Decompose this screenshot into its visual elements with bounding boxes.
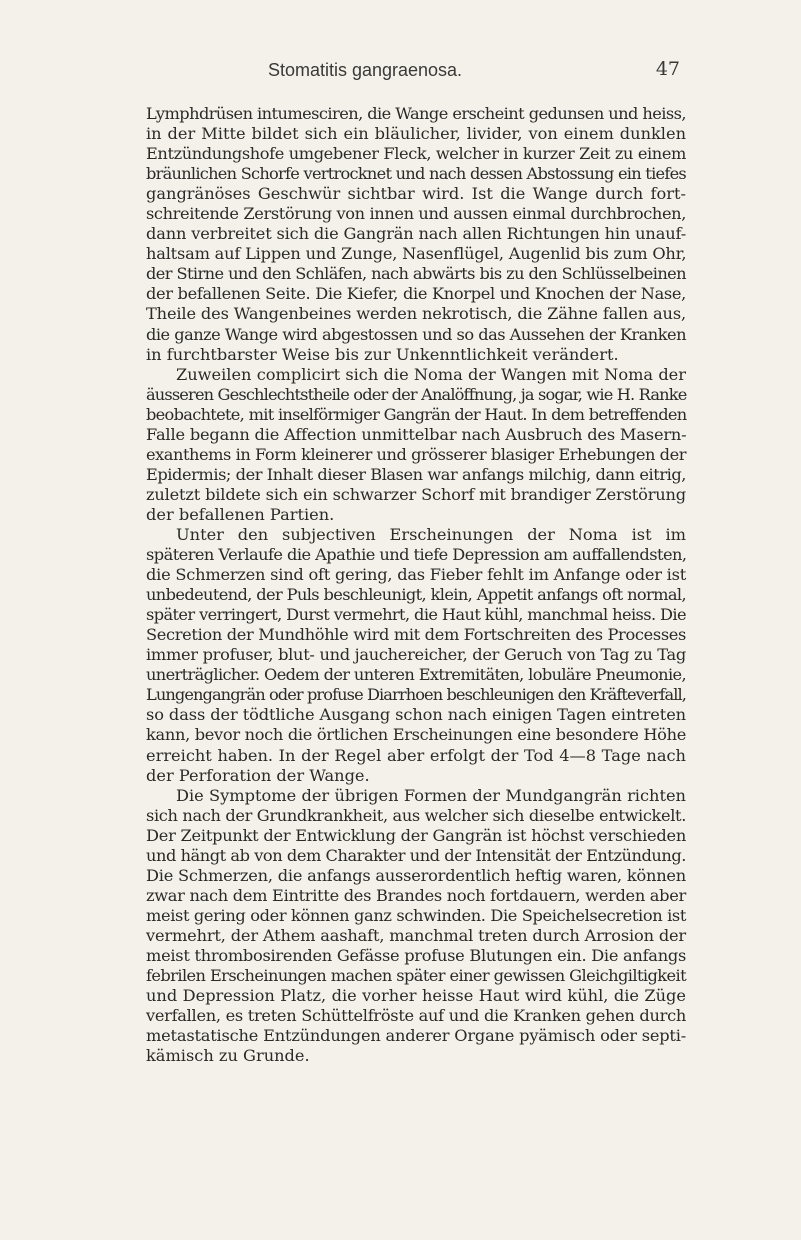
text-line: äusseren Geschlechtstheile oder der Analöffnung, ja sogar, wie H. Ranke <box>146 384 687 404</box>
text-line: Zuweilen complicirt sich die Noma der Wangen mit Noma der <box>176 364 686 384</box>
text-line: unerträglicher. Oedem der unteren Extremitäten, lobuläre Pneumonie, <box>146 665 686 685</box>
text-line: kann, bevor noch die örtlichen Erscheinungen eine besondere Höhe <box>146 725 686 745</box>
text-line: in der Mitte bildet sich ein bläulicher, livider, von einem dunklen <box>146 124 686 144</box>
body-text <box>146 104 686 1066</box>
text-line: späteren Verlaufe die Apathie und tiefe Depression am auffallendsten, <box>146 545 687 565</box>
text-line: der befallenen Seite. Die Kiefer, die Knorpel und Knochen der Nase, <box>146 284 686 304</box>
page-header <box>150 58 680 82</box>
text-line: Der Zeitpunkt der Entwicklung der Gangrän ist höchst verschieden <box>146 825 687 845</box>
text-line: meist thrombosirenden Gefässe profuse Blutungen ein. Die anfangs <box>146 945 686 965</box>
text-line: in furchtbarster Weise bis zur Unkenntlichkeit verändert. <box>146 344 619 364</box>
text-line: Falle begann die Affection unmittelbar nach Ausbruch des Masern- <box>146 424 687 444</box>
text-line: der Stirne und den Schläfen, nach abwärts bis zu den Schlüsselbeinen <box>146 264 686 284</box>
text-line: verfallen, es treten Schüttelfröste auf und die Kranken gehen durch <box>146 1006 686 1026</box>
paragraph <box>146 104 686 365</box>
text-line: die Schmerzen sind oft gering, das Fieber fehlt im Anfange oder ist <box>146 565 687 585</box>
paragraph <box>146 365 686 525</box>
running-title: Stomatitis gangraenosa. <box>267 60 463 80</box>
text-line: erreicht haben. In der Regel aber erfolgt der Tod 4—8 Tage nach <box>146 745 686 765</box>
text-line: Die Schmerzen, die anfangs ausserordentlich heftig waren, können <box>146 865 686 885</box>
text-line: die ganze Wange wird abgestossen und so das Aussehen der Kranken <box>146 324 686 344</box>
text-line: gangränöses Geschwür sichtbar wird. Ist die Wange durch fort- <box>146 184 686 204</box>
text-line: und Depression Platz, die vorher heisse Haut wird kühl, die Züge <box>146 986 686 1006</box>
text-line: beobachtete, mit inselförmiger Gangrän der Haut. In dem betreffenden <box>146 404 687 424</box>
text-line: Entzündungshofe umgebener Fleck, welcher in kurzer Zeit zu einem <box>146 144 686 164</box>
text-line: und hängt ab von dem Charakter und der Intensität der Entzündung. <box>146 845 686 865</box>
page-number: 47 <box>655 58 680 80</box>
paragraph <box>146 525 686 786</box>
text-line: exanthems in Form kleinerer und grösserer blasiger Erhebungen der <box>146 444 687 464</box>
text-line: Die Symptome der übrigen Formen der Mundgangrän richten <box>176 785 686 805</box>
text-line: Lungengangrän oder profuse Diarrhoen beschleunigen den Kräfteverfall, <box>146 685 686 705</box>
text-line: der Perforation der Wange. <box>146 765 370 785</box>
text-line: sich nach der Grundkrankheit, aus welcher sich dieselbe entwickelt. <box>146 805 687 825</box>
text-line: haltsam auf Lippen und Zunge, Nasenflügel, Augenlid bis zum Ohr, <box>146 244 687 264</box>
text-line: febrilen Erscheinungen machen später einer gewissen Gleichgiltigkeit <box>146 966 687 986</box>
text-line: zwar nach dem Eintritte des Brandes noch fortdauern, werden aber <box>146 885 686 905</box>
text-line: bräunlichen Schorfe vertrocknet und nach dessen Abstossung ein tiefes <box>146 164 686 184</box>
text-line: Theile des Wangenbeines werden nekrotisch, die Zähne fallen aus, <box>146 304 686 324</box>
text-line: vermehrt, der Athem aashaft, manchmal treten durch Arrosion der <box>146 925 687 945</box>
text-line: Secretion der Mundhöhle wird mit dem Fortschreiten des Processes <box>146 625 687 645</box>
paragraph <box>146 786 686 1067</box>
text-line: so dass der tödtliche Ausgang schon nach einigen Tagen eintreten <box>146 705 687 725</box>
text-line: zuletzt bildete sich ein schwarzer Schorf mit brandiger Zerstörung <box>146 484 687 504</box>
text-line: immer profuser, blut- und jauchereicher, der Geruch von Tag zu Tag <box>146 645 686 665</box>
text-line: dann verbreitet sich die Gangrän nach allen Richtungen hin unauf- <box>146 224 687 244</box>
text-line: später verringert, Durst vermehrt, die Haut kühl, manchmal heiss. Die <box>146 605 686 625</box>
text-line: Unter den subjectiven Erscheinungen der Noma ist im <box>176 524 686 544</box>
text-line: meist gering oder können ganz schwinden. Die Speichelsecretion ist <box>146 905 686 925</box>
text-line: Lymphdrüsen intumesciren, die Wange erscheint gedunsen und heiss, <box>146 104 686 123</box>
text-line: Epidermis; der Inhalt dieser Blasen war anfangs milchig, dann eitrig, <box>146 464 687 484</box>
text-line: kämisch zu Grunde. <box>146 1046 310 1066</box>
text-line: schreitende Zerstörung von innen und aussen einmal durchbrochen, <box>146 204 686 224</box>
text-line: metastatische Entzündungen anderer Organe pyämisch oder septi- <box>146 1026 687 1046</box>
text-line: unbedeutend, der Puls beschleunigt, klein, Appetit anfangs oft normal, <box>146 585 686 605</box>
text-line: der befallenen Partien. <box>146 504 335 524</box>
